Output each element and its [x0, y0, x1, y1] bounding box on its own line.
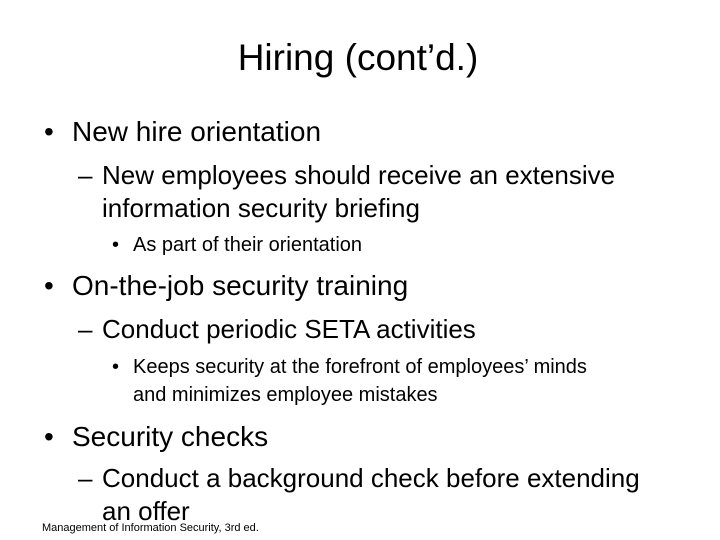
- bullet-marker: •: [112, 356, 120, 378]
- bullet-marker: •: [44, 116, 54, 147]
- sub-bullet-line: New employees should receive an extensive: [102, 160, 616, 190]
- sub-bullet-line: an offer: [102, 496, 190, 526]
- bullet-heading-new-hire-orientation: New hire orientation: [72, 116, 322, 147]
- dash-marker: –: [78, 463, 93, 493]
- sub-bullet-line: Conduct a background check before extending: [102, 463, 640, 493]
- detail-bullet-line: As part of their orientation: [133, 234, 363, 256]
- bullet-marker: •: [44, 270, 54, 301]
- bullet-marker: •: [112, 234, 120, 256]
- bullet-marker: •: [44, 421, 54, 452]
- bullet-heading-security-checks: Security checks: [72, 421, 269, 452]
- dash-marker: –: [78, 314, 93, 344]
- bullet-heading-on-the-job-training: On-the-job security training: [72, 270, 409, 301]
- slide-title: Hiring (cont’d.): [237, 37, 479, 78]
- sub-bullet-line: Conduct periodic SETA activities: [102, 314, 476, 344]
- sub-bullet-line: information security briefing: [102, 193, 420, 223]
- slide-footer: Management of Information Security, 3rd ed.: [42, 522, 259, 534]
- dash-marker: –: [78, 160, 93, 190]
- detail-bullet-line: and minimizes employee mistakes: [133, 384, 438, 406]
- detail-bullet-line: Keeps security at the forefront of employees’ minds: [133, 356, 587, 378]
